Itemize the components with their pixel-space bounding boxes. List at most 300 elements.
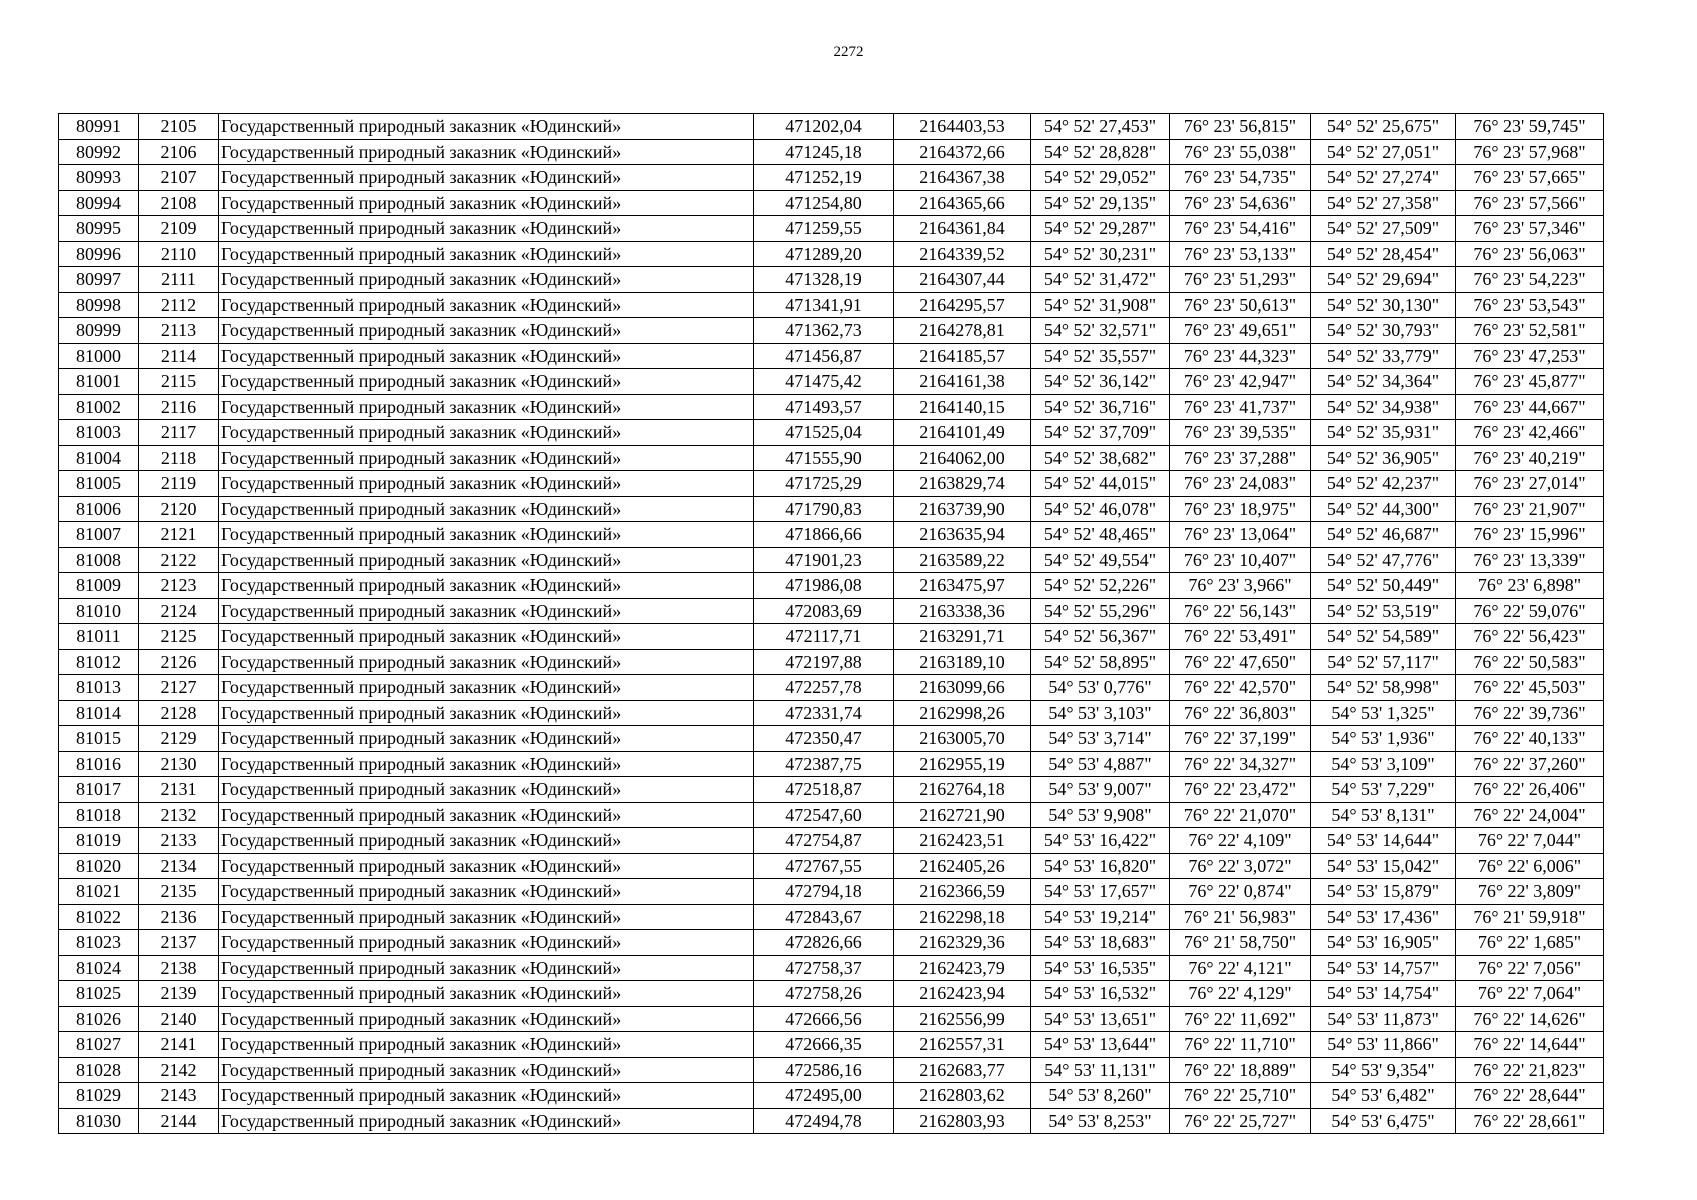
latitude-cell: 54° 53' 3,714"	[1031, 726, 1170, 752]
row-number-cell: 81007	[59, 522, 139, 548]
longitude-wgs-cell: 76° 23' 13,339"	[1456, 547, 1604, 573]
y-coordinate-cell: 2162955,19	[894, 751, 1031, 777]
name-cell: Государственный природный заказник «Юдинский»	[219, 114, 754, 140]
longitude-cell: 76° 21' 56,983"	[1170, 904, 1311, 930]
y-coordinate-cell: 2162764,18	[894, 777, 1031, 803]
y-coordinate-cell: 2164161,38	[894, 369, 1031, 395]
latitude-wgs-cell: 54° 53' 1,325"	[1311, 700, 1456, 726]
table-row	[59, 751, 1604, 777]
point-number-cell: 2137	[139, 930, 219, 956]
x-coordinate-cell: 471362,73	[754, 318, 894, 344]
coordinates-table	[58, 113, 1604, 1134]
table-row	[59, 139, 1604, 165]
longitude-cell: 76° 23' 55,038"	[1170, 139, 1311, 165]
longitude-wgs-cell: 76° 22' 26,406"	[1456, 777, 1604, 803]
longitude-cell: 76° 23' 49,651"	[1170, 318, 1311, 344]
longitude-cell: 76° 23' 37,288"	[1170, 445, 1311, 471]
longitude-wgs-cell: 76° 23' 52,581"	[1456, 318, 1604, 344]
row-number-cell: 80993	[59, 165, 139, 191]
row-number-cell: 81029	[59, 1083, 139, 1109]
latitude-wgs-cell: 54° 52' 34,364"	[1311, 369, 1456, 395]
table-row	[59, 394, 1604, 420]
point-number-cell: 2129	[139, 726, 219, 752]
y-coordinate-cell: 2163635,94	[894, 522, 1031, 548]
latitude-cell: 54° 52' 44,015"	[1031, 471, 1170, 497]
longitude-wgs-cell: 76° 23' 44,667"	[1456, 394, 1604, 420]
row-number-cell: 80991	[59, 114, 139, 140]
name-cell: Государственный природный заказник «Юдинский»	[219, 700, 754, 726]
latitude-cell: 54° 53' 16,532"	[1031, 981, 1170, 1007]
name-cell: Государственный природный заказник «Юдинский»	[219, 445, 754, 471]
latitude-wgs-cell: 54° 53' 15,042"	[1311, 853, 1456, 879]
row-number-cell: 81004	[59, 445, 139, 471]
longitude-cell: 76° 23' 13,064"	[1170, 522, 1311, 548]
name-cell: Государственный природный заказник «Юдинский»	[219, 726, 754, 752]
table-row	[59, 598, 1604, 624]
row-number-cell: 81001	[59, 369, 139, 395]
latitude-cell: 54° 52' 36,142"	[1031, 369, 1170, 395]
point-number-cell: 2116	[139, 394, 219, 420]
latitude-cell: 54° 53' 4,887"	[1031, 751, 1170, 777]
latitude-cell: 54° 53' 11,131"	[1031, 1057, 1170, 1083]
longitude-cell: 76° 22' 11,692"	[1170, 1006, 1311, 1032]
row-number-cell: 80994	[59, 190, 139, 216]
y-coordinate-cell: 2163589,22	[894, 547, 1031, 573]
y-coordinate-cell: 2162423,79	[894, 955, 1031, 981]
name-cell: Государственный природный заказник «Юдинский»	[219, 853, 754, 879]
longitude-wgs-cell: 76° 23' 57,566"	[1456, 190, 1604, 216]
latitude-cell: 54° 53' 16,820"	[1031, 853, 1170, 879]
y-coordinate-cell: 2164307,44	[894, 267, 1031, 293]
latitude-wgs-cell: 54° 52' 27,051"	[1311, 139, 1456, 165]
x-coordinate-cell: 471475,42	[754, 369, 894, 395]
longitude-cell: 76° 22' 42,570"	[1170, 675, 1311, 701]
row-number-cell: 81028	[59, 1057, 139, 1083]
longitude-cell: 76° 22' 11,710"	[1170, 1032, 1311, 1058]
row-number-cell: 80999	[59, 318, 139, 344]
x-coordinate-cell: 472257,78	[754, 675, 894, 701]
y-coordinate-cell: 2164278,81	[894, 318, 1031, 344]
longitude-cell: 76° 22' 36,803"	[1170, 700, 1311, 726]
point-number-cell: 2114	[139, 343, 219, 369]
table-row	[59, 981, 1604, 1007]
name-cell: Государственный природный заказник «Юдинский»	[219, 522, 754, 548]
y-coordinate-cell: 2162423,51	[894, 828, 1031, 854]
table-row	[59, 1032, 1604, 1058]
x-coordinate-cell: 471725,29	[754, 471, 894, 497]
name-cell: Государственный природный заказник «Юдинский»	[219, 394, 754, 420]
longitude-wgs-cell: 76° 22' 3,809"	[1456, 879, 1604, 905]
row-number-cell: 81016	[59, 751, 139, 777]
row-number-cell: 81022	[59, 904, 139, 930]
name-cell: Государственный природный заказник «Юдинский»	[219, 828, 754, 854]
table-row	[59, 828, 1604, 854]
longitude-wgs-cell: 76° 23' 42,466"	[1456, 420, 1604, 446]
latitude-wgs-cell: 54° 52' 27,358"	[1311, 190, 1456, 216]
row-number-cell: 81012	[59, 649, 139, 675]
point-number-cell: 2119	[139, 471, 219, 497]
longitude-cell: 76° 22' 4,121"	[1170, 955, 1311, 981]
longitude-cell: 76° 22' 34,327"	[1170, 751, 1311, 777]
latitude-wgs-cell: 54° 53' 3,109"	[1311, 751, 1456, 777]
row-number-cell: 81006	[59, 496, 139, 522]
x-coordinate-cell: 471901,23	[754, 547, 894, 573]
point-number-cell: 2131	[139, 777, 219, 803]
point-number-cell: 2135	[139, 879, 219, 905]
latitude-wgs-cell: 54° 52' 50,449"	[1311, 573, 1456, 599]
row-number-cell: 81024	[59, 955, 139, 981]
latitude-cell: 54° 53' 19,214"	[1031, 904, 1170, 930]
latitude-wgs-cell: 54° 52' 46,687"	[1311, 522, 1456, 548]
table-row	[59, 649, 1604, 675]
longitude-cell: 76° 23' 54,735"	[1170, 165, 1311, 191]
row-number-cell: 81027	[59, 1032, 139, 1058]
x-coordinate-cell: 472083,69	[754, 598, 894, 624]
point-number-cell: 2113	[139, 318, 219, 344]
longitude-cell: 76° 22' 56,143"	[1170, 598, 1311, 624]
x-coordinate-cell: 472117,71	[754, 624, 894, 650]
point-number-cell: 2106	[139, 139, 219, 165]
latitude-wgs-cell: 54° 52' 36,905"	[1311, 445, 1456, 471]
longitude-wgs-cell: 76° 22' 21,823"	[1456, 1057, 1604, 1083]
longitude-wgs-cell: 76° 22' 24,004"	[1456, 802, 1604, 828]
table-row	[59, 420, 1604, 446]
y-coordinate-cell: 2163739,90	[894, 496, 1031, 522]
name-cell: Государственный природный заказник «Юдинский»	[219, 598, 754, 624]
x-coordinate-cell: 472495,00	[754, 1083, 894, 1109]
table-row	[59, 343, 1604, 369]
longitude-cell: 76° 21' 58,750"	[1170, 930, 1311, 956]
latitude-wgs-cell: 54° 52' 27,509"	[1311, 216, 1456, 242]
point-number-cell: 2121	[139, 522, 219, 548]
x-coordinate-cell: 472754,87	[754, 828, 894, 854]
y-coordinate-cell: 2162557,31	[894, 1032, 1031, 1058]
point-number-cell: 2142	[139, 1057, 219, 1083]
latitude-wgs-cell: 54° 53' 1,936"	[1311, 726, 1456, 752]
point-number-cell: 2136	[139, 904, 219, 930]
latitude-wgs-cell: 54° 52' 30,130"	[1311, 292, 1456, 318]
y-coordinate-cell: 2162423,94	[894, 981, 1031, 1007]
name-cell: Государственный природный заказник «Юдинский»	[219, 241, 754, 267]
row-number-cell: 81010	[59, 598, 139, 624]
table-row	[59, 879, 1604, 905]
latitude-cell: 54° 53' 0,776"	[1031, 675, 1170, 701]
latitude-cell: 54° 52' 55,296"	[1031, 598, 1170, 624]
x-coordinate-cell: 472794,18	[754, 879, 894, 905]
longitude-wgs-cell: 76° 22' 6,006"	[1456, 853, 1604, 879]
longitude-wgs-cell: 76° 22' 7,064"	[1456, 981, 1604, 1007]
longitude-cell: 76° 22' 37,199"	[1170, 726, 1311, 752]
y-coordinate-cell: 2162405,26	[894, 853, 1031, 879]
table-row	[59, 522, 1604, 548]
row-number-cell: 81020	[59, 853, 139, 879]
latitude-cell: 54° 52' 29,287"	[1031, 216, 1170, 242]
longitude-wgs-cell: 76° 22' 28,661"	[1456, 1108, 1604, 1134]
row-number-cell: 81014	[59, 700, 139, 726]
table-row	[59, 700, 1604, 726]
latitude-wgs-cell: 54° 52' 53,519"	[1311, 598, 1456, 624]
name-cell: Государственный природный заказник «Юдинский»	[219, 420, 754, 446]
latitude-cell: 54° 53' 17,657"	[1031, 879, 1170, 905]
longitude-cell: 76° 23' 53,133"	[1170, 241, 1311, 267]
table-row	[59, 1006, 1604, 1032]
table-body	[59, 114, 1604, 1134]
latitude-cell: 54° 53' 16,422"	[1031, 828, 1170, 854]
longitude-wgs-cell: 76° 22' 59,076"	[1456, 598, 1604, 624]
x-coordinate-cell: 471341,91	[754, 292, 894, 318]
y-coordinate-cell: 2164361,84	[894, 216, 1031, 242]
latitude-cell: 54° 52' 36,716"	[1031, 394, 1170, 420]
longitude-cell: 76° 23' 56,815"	[1170, 114, 1311, 140]
name-cell: Государственный природный заказник «Юдинский»	[219, 751, 754, 777]
latitude-cell: 54° 53' 18,683"	[1031, 930, 1170, 956]
longitude-wgs-cell: 76° 23' 47,253"	[1456, 343, 1604, 369]
name-cell: Государственный природный заказник «Юдинский»	[219, 292, 754, 318]
y-coordinate-cell: 2164372,66	[894, 139, 1031, 165]
point-number-cell: 2123	[139, 573, 219, 599]
name-cell: Государственный природный заказник «Юдинский»	[219, 624, 754, 650]
point-number-cell: 2134	[139, 853, 219, 879]
longitude-wgs-cell: 76° 23' 27,014"	[1456, 471, 1604, 497]
table-row	[59, 777, 1604, 803]
name-cell: Государственный природный заказник «Юдинский»	[219, 802, 754, 828]
longitude-wgs-cell: 76° 22' 7,044"	[1456, 828, 1604, 854]
y-coordinate-cell: 2162721,90	[894, 802, 1031, 828]
x-coordinate-cell: 471252,19	[754, 165, 894, 191]
y-coordinate-cell: 2164101,49	[894, 420, 1031, 446]
x-coordinate-cell: 472547,60	[754, 802, 894, 828]
x-coordinate-cell: 472767,55	[754, 853, 894, 879]
table-row	[59, 904, 1604, 930]
y-coordinate-cell: 2163829,74	[894, 471, 1031, 497]
y-coordinate-cell: 2163189,10	[894, 649, 1031, 675]
longitude-cell: 76° 22' 4,109"	[1170, 828, 1311, 854]
latitude-wgs-cell: 54° 53' 6,482"	[1311, 1083, 1456, 1109]
point-number-cell: 2115	[139, 369, 219, 395]
x-coordinate-cell: 472666,56	[754, 1006, 894, 1032]
latitude-cell: 54° 53' 13,644"	[1031, 1032, 1170, 1058]
table-row	[59, 165, 1604, 191]
x-coordinate-cell: 472843,67	[754, 904, 894, 930]
latitude-cell: 54° 52' 48,465"	[1031, 522, 1170, 548]
x-coordinate-cell: 472666,35	[754, 1032, 894, 1058]
x-coordinate-cell: 471202,04	[754, 114, 894, 140]
row-number-cell: 80998	[59, 292, 139, 318]
name-cell: Государственный природный заказник «Юдинский»	[219, 1006, 754, 1032]
longitude-wgs-cell: 76° 23' 54,223"	[1456, 267, 1604, 293]
row-number-cell: 81015	[59, 726, 139, 752]
latitude-cell: 54° 52' 56,367"	[1031, 624, 1170, 650]
table-row	[59, 216, 1604, 242]
latitude-cell: 54° 52' 31,472"	[1031, 267, 1170, 293]
latitude-cell: 54° 52' 31,908"	[1031, 292, 1170, 318]
name-cell: Государственный природный заказник «Юдинский»	[219, 318, 754, 344]
longitude-cell: 76° 23' 24,083"	[1170, 471, 1311, 497]
latitude-wgs-cell: 54° 52' 44,300"	[1311, 496, 1456, 522]
table-row	[59, 241, 1604, 267]
latitude-cell: 54° 52' 30,231"	[1031, 241, 1170, 267]
longitude-wgs-cell: 76° 23' 6,898"	[1456, 573, 1604, 599]
latitude-wgs-cell: 54° 52' 25,675"	[1311, 114, 1456, 140]
latitude-wgs-cell: 54° 52' 28,454"	[1311, 241, 1456, 267]
latitude-cell: 54° 52' 38,682"	[1031, 445, 1170, 471]
latitude-cell: 54° 53' 3,103"	[1031, 700, 1170, 726]
latitude-cell: 54° 52' 46,078"	[1031, 496, 1170, 522]
point-number-cell: 2127	[139, 675, 219, 701]
latitude-wgs-cell: 54° 52' 42,237"	[1311, 471, 1456, 497]
longitude-cell: 76° 23' 54,416"	[1170, 216, 1311, 242]
y-coordinate-cell: 2163005,70	[894, 726, 1031, 752]
table-row	[59, 802, 1604, 828]
y-coordinate-cell: 2164185,57	[894, 343, 1031, 369]
row-number-cell: 81005	[59, 471, 139, 497]
name-cell: Государственный природный заказник «Юдинский»	[219, 981, 754, 1007]
row-number-cell: 81025	[59, 981, 139, 1007]
name-cell: Государственный природный заказник «Юдинский»	[219, 547, 754, 573]
row-number-cell: 80992	[59, 139, 139, 165]
latitude-cell: 54° 53' 13,651"	[1031, 1006, 1170, 1032]
x-coordinate-cell: 472350,47	[754, 726, 894, 752]
longitude-cell: 76° 23' 3,966"	[1170, 573, 1311, 599]
name-cell: Государственный природный заказник «Юдинский»	[219, 216, 754, 242]
longitude-cell: 76° 23' 50,613"	[1170, 292, 1311, 318]
page-number: 2272	[833, 44, 864, 60]
latitude-wgs-cell: 54° 52' 54,589"	[1311, 624, 1456, 650]
longitude-cell: 76° 22' 25,710"	[1170, 1083, 1311, 1109]
point-number-cell: 2144	[139, 1108, 219, 1134]
table-row	[59, 445, 1604, 471]
y-coordinate-cell: 2162683,77	[894, 1057, 1031, 1083]
point-number-cell: 2124	[139, 598, 219, 624]
table-row	[59, 1057, 1604, 1083]
name-cell: Государственный природный заказник «Юдинский»	[219, 675, 754, 701]
longitude-wgs-cell: 76° 23' 57,968"	[1456, 139, 1604, 165]
latitude-cell: 54° 53' 9,007"	[1031, 777, 1170, 803]
name-cell: Государственный природный заказник «Юдинский»	[219, 165, 754, 191]
latitude-cell: 54° 53' 16,535"	[1031, 955, 1170, 981]
y-coordinate-cell: 2163099,66	[894, 675, 1031, 701]
latitude-cell: 54° 52' 58,895"	[1031, 649, 1170, 675]
latitude-cell: 54° 53' 9,908"	[1031, 802, 1170, 828]
latitude-wgs-cell: 54° 52' 33,779"	[1311, 343, 1456, 369]
latitude-wgs-cell: 54° 53' 6,475"	[1311, 1108, 1456, 1134]
y-coordinate-cell: 2164403,53	[894, 114, 1031, 140]
table-row	[59, 573, 1604, 599]
name-cell: Государственный природный заказник «Юдинский»	[219, 649, 754, 675]
latitude-wgs-cell: 54° 52' 30,793"	[1311, 318, 1456, 344]
longitude-wgs-cell: 76° 23' 15,996"	[1456, 522, 1604, 548]
x-coordinate-cell: 471866,66	[754, 522, 894, 548]
longitude-wgs-cell: 76° 22' 14,644"	[1456, 1032, 1604, 1058]
longitude-cell: 76° 23' 42,947"	[1170, 369, 1311, 395]
name-cell: Государственный природный заказник «Юдинский»	[219, 573, 754, 599]
row-number-cell: 81019	[59, 828, 139, 854]
latitude-wgs-cell: 54° 52' 29,694"	[1311, 267, 1456, 293]
row-number-cell: 81030	[59, 1108, 139, 1134]
y-coordinate-cell: 2163291,71	[894, 624, 1031, 650]
x-coordinate-cell: 472826,66	[754, 930, 894, 956]
point-number-cell: 2122	[139, 547, 219, 573]
table-row	[59, 1108, 1604, 1134]
row-number-cell: 81026	[59, 1006, 139, 1032]
longitude-cell: 76° 23' 39,535"	[1170, 420, 1311, 446]
table-row	[59, 292, 1604, 318]
table-row	[59, 190, 1604, 216]
latitude-cell: 54° 52' 52,226"	[1031, 573, 1170, 599]
latitude-wgs-cell: 54° 53' 14,757"	[1311, 955, 1456, 981]
row-number-cell: 81003	[59, 420, 139, 446]
longitude-wgs-cell: 76° 22' 28,644"	[1456, 1083, 1604, 1109]
table-row	[59, 369, 1604, 395]
x-coordinate-cell: 472758,37	[754, 955, 894, 981]
latitude-cell: 54° 53' 8,260"	[1031, 1083, 1170, 1109]
latitude-wgs-cell: 54° 52' 35,931"	[1311, 420, 1456, 446]
longitude-wgs-cell: 76° 22' 56,423"	[1456, 624, 1604, 650]
point-number-cell: 2128	[139, 700, 219, 726]
latitude-cell: 54° 52' 49,554"	[1031, 547, 1170, 573]
table-row	[59, 267, 1604, 293]
x-coordinate-cell: 472197,88	[754, 649, 894, 675]
point-number-cell: 2141	[139, 1032, 219, 1058]
x-coordinate-cell: 471555,90	[754, 445, 894, 471]
x-coordinate-cell: 471259,55	[754, 216, 894, 242]
latitude-cell: 54° 52' 28,828"	[1031, 139, 1170, 165]
longitude-cell: 76° 22' 47,650"	[1170, 649, 1311, 675]
point-number-cell: 2125	[139, 624, 219, 650]
longitude-cell: 76° 23' 41,737"	[1170, 394, 1311, 420]
row-number-cell: 80996	[59, 241, 139, 267]
latitude-wgs-cell: 54° 53' 7,229"	[1311, 777, 1456, 803]
name-cell: Государственный природный заказник «Юдинский»	[219, 904, 754, 930]
longitude-wgs-cell: 76° 23' 59,745"	[1456, 114, 1604, 140]
longitude-wgs-cell: 76° 22' 1,685"	[1456, 930, 1604, 956]
longitude-cell: 76° 22' 0,874"	[1170, 879, 1311, 905]
latitude-wgs-cell: 54° 53' 17,436"	[1311, 904, 1456, 930]
y-coordinate-cell: 2162803,62	[894, 1083, 1031, 1109]
latitude-wgs-cell: 54° 53' 8,131"	[1311, 802, 1456, 828]
latitude-wgs-cell: 54° 52' 34,938"	[1311, 394, 1456, 420]
longitude-wgs-cell: 76° 23' 57,665"	[1456, 165, 1604, 191]
latitude-wgs-cell: 54° 53' 11,873"	[1311, 1006, 1456, 1032]
longitude-wgs-cell: 76° 22' 45,503"	[1456, 675, 1604, 701]
name-cell: Государственный природный заказник «Юдинский»	[219, 369, 754, 395]
y-coordinate-cell: 2162556,99	[894, 1006, 1031, 1032]
longitude-cell: 76° 23' 44,323"	[1170, 343, 1311, 369]
longitude-wgs-cell: 76° 22' 37,260"	[1456, 751, 1604, 777]
latitude-wgs-cell: 54° 52' 47,776"	[1311, 547, 1456, 573]
row-number-cell: 81008	[59, 547, 139, 573]
longitude-cell: 76° 23' 54,636"	[1170, 190, 1311, 216]
latitude-wgs-cell: 54° 52' 58,998"	[1311, 675, 1456, 701]
point-number-cell: 2132	[139, 802, 219, 828]
point-number-cell: 2140	[139, 1006, 219, 1032]
point-number-cell: 2126	[139, 649, 219, 675]
y-coordinate-cell: 2162366,59	[894, 879, 1031, 905]
y-coordinate-cell: 2162998,26	[894, 700, 1031, 726]
longitude-cell: 76° 23' 51,293"	[1170, 267, 1311, 293]
latitude-cell: 54° 52' 32,571"	[1031, 318, 1170, 344]
table-row	[59, 547, 1604, 573]
y-coordinate-cell: 2164062,00	[894, 445, 1031, 471]
table-row	[59, 675, 1604, 701]
table-row	[59, 496, 1604, 522]
point-number-cell: 2130	[139, 751, 219, 777]
name-cell: Государственный природный заказник «Юдинский»	[219, 190, 754, 216]
longitude-cell: 76° 23' 18,975"	[1170, 496, 1311, 522]
row-number-cell: 81023	[59, 930, 139, 956]
x-coordinate-cell: 472586,16	[754, 1057, 894, 1083]
y-coordinate-cell: 2164367,38	[894, 165, 1031, 191]
